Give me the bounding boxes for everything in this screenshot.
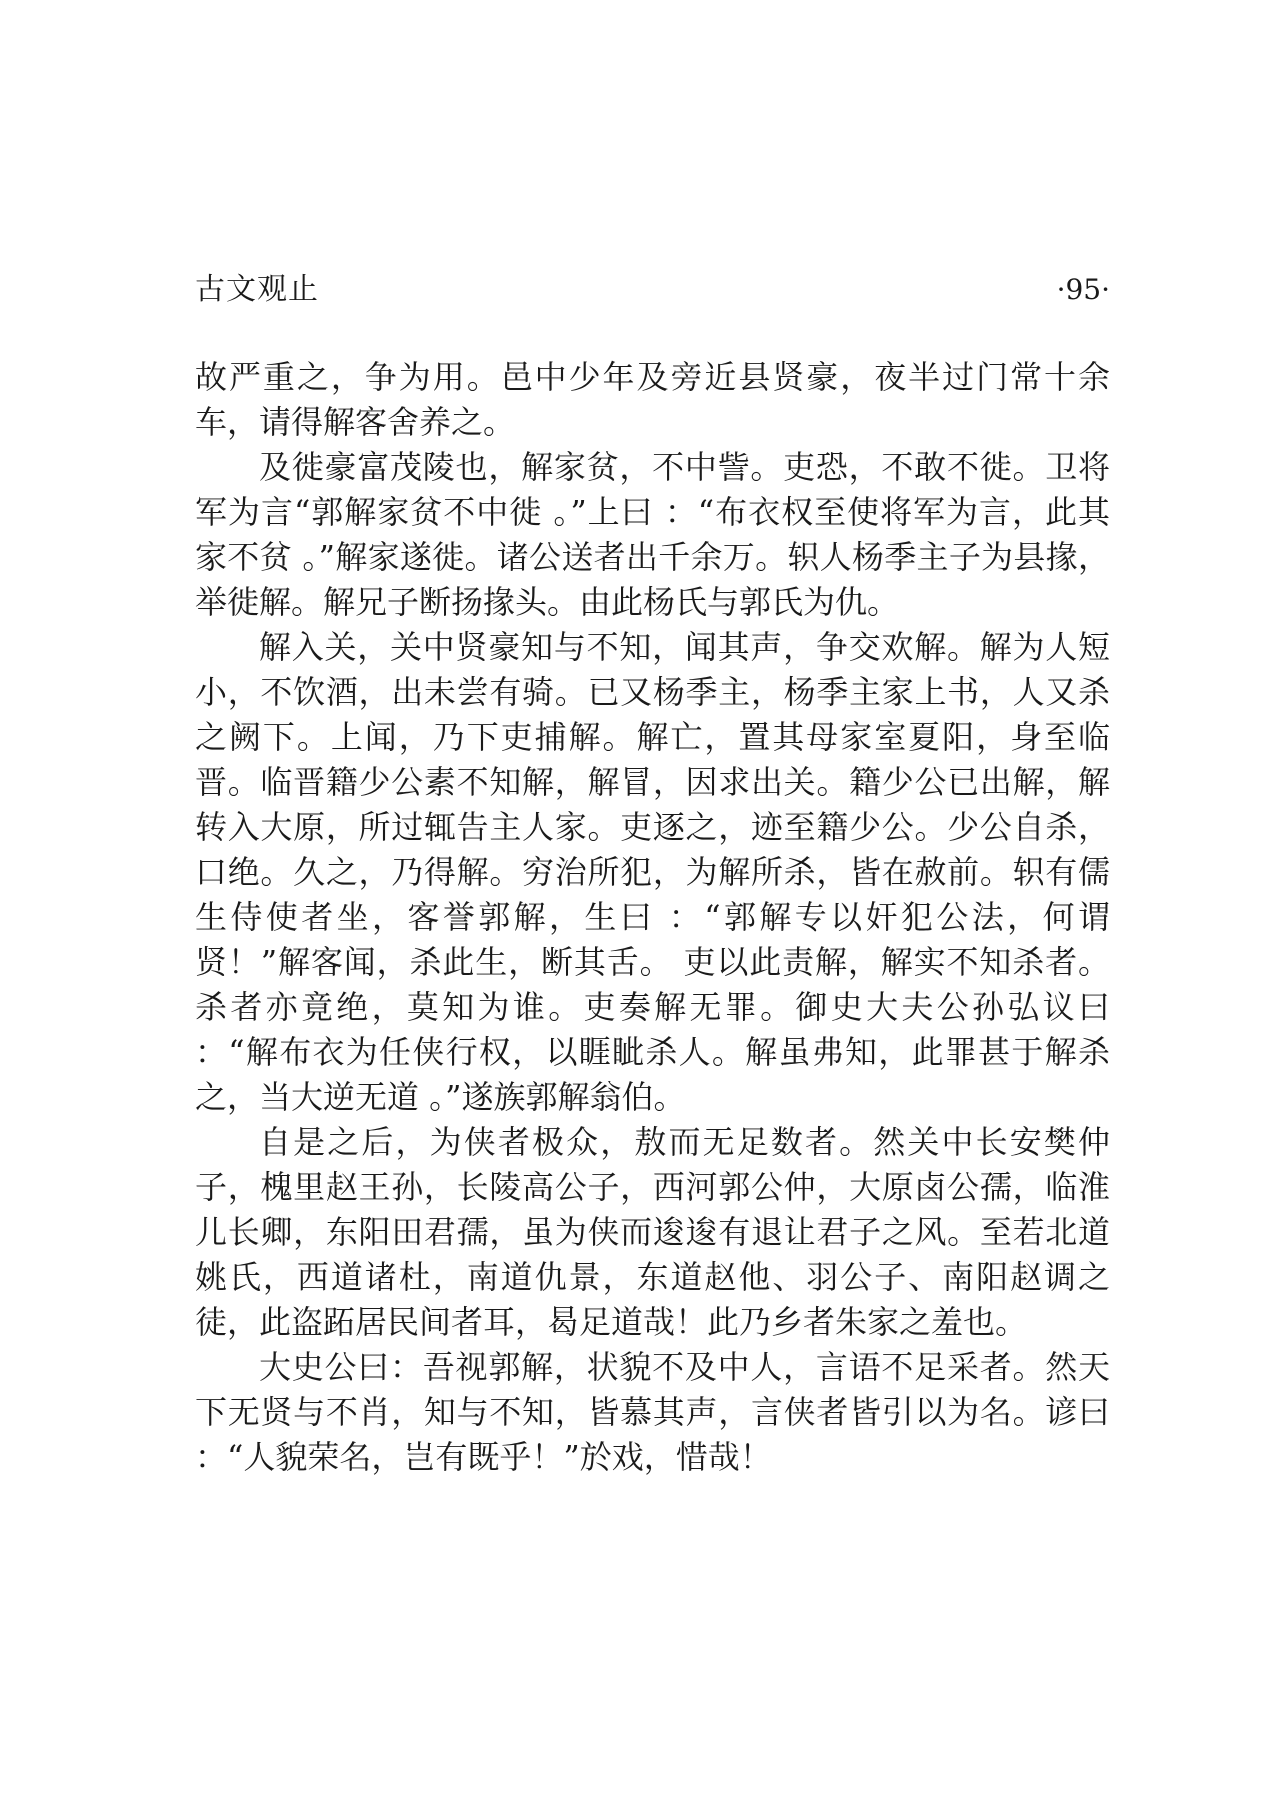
paragraph-3: 解入关，关中贤豪知与不知，闻其声，争交欢解。解为人短小，不饮酒，出未尝有骑。已又杨季主，杨季主家上书，人又杀之阙下。上闻，乃下吏捕解。解亡，置其母家室夏阳，身至临晋。临晋籍少公素不知解，解冒，因求出关。籍少公已出解，解转入大原，所过辄告主人家。吏逐之，迹至籍少公。少公自杀，口绝。久之，乃得解。穷治所犯，为解所杀，皆在赦前。轵有儒生侍使者坐，客誉郭解，生曰 ：“郭解专以奸犯公法，何谓贤！”解客闻，杀此生，断其舌。 吏以此责解，解实不知杀者。杀者亦竟绝，莫知为谁。吏奏解无罪。御史大夫公孙弘议曰 ：“解布衣为任侠行权，以睚眦杀人。解虽弗知，此罪甚于解杀之，当大逆无道 。”遂族郭解翁伯。 xyxy=(195,628,1110,1116)
page-header xyxy=(195,270,1110,310)
paragraph-4: 自是之后，为侠者极众，敖而无足数者。然关中长安樊仲子，槐里赵王孙，长陵高公子，西河郭公仲，大原卤公孺，临淮儿长卿，东阳田君孺，虽为侠而逡逡有退让君子之风。至若北道姚氏，西道诸杜，南道仇景，东道赵他、羽公子、南阳赵调之徒，此盗跖居民间者耳，曷足道哉！此乃乡者朱家之羞也。 xyxy=(195,1123,1110,1341)
page-number: ·95· xyxy=(1056,273,1110,306)
paragraph-2: 及徙豪富茂陵也，解家贫，不中訾。吏恐，不敢不徙。卫将军为言“郭解家贫不中徙 。”上曰 ：“布衣权至使将军为言，此其家不贫 。”解家遂徙。诸公送者出千余万。轵人杨季主子为县掾，举徙解。解兄子断扬掾头。由此杨氏与郭氏为仇。 xyxy=(195,448,1110,621)
body-text xyxy=(195,355,1110,1480)
paragraph-5: 大史公曰：吾视郭解，状貌不及中人，言语不足采者。然天下无贤与不肖，知与不知，皆慕其声，言侠者皆引以为名。谚曰 ：“人貌荣名，岂有既乎！”於戏，惜哉！ xyxy=(195,1348,1110,1476)
paragraph-1: 故严重之，争为用。邑中少年及旁近县贤豪，夜半过门常十余车，请得解客舍养之。 xyxy=(195,358,1110,441)
book-title: 古文观止 xyxy=(195,272,319,307)
